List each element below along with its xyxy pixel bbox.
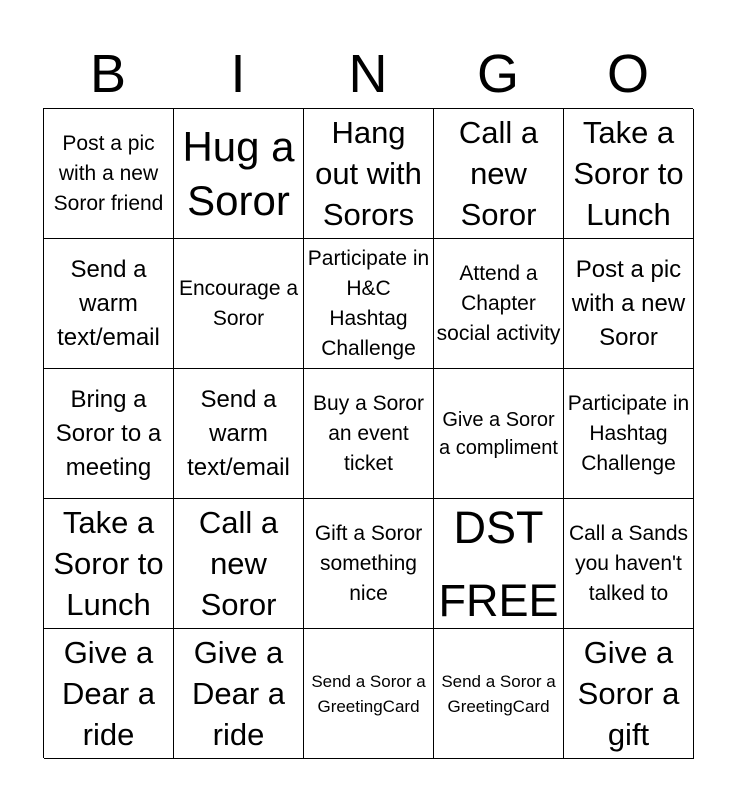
bingo-cell	[44, 369, 174, 499]
cell-text: Hug a Soror	[182, 122, 295, 224]
bingo-cell	[174, 499, 304, 629]
cell-text: Take a Soror to Lunch	[573, 115, 684, 232]
bingo-cell-free	[434, 499, 564, 629]
cell-text: Give a Soror a compliment	[439, 408, 558, 459]
bingo-cell	[434, 629, 564, 759]
bingo-cell	[304, 499, 434, 629]
bingo-cell	[174, 109, 304, 239]
header-letter-g: G	[476, 44, 519, 104]
cell-text: Call a new Soror	[458, 115, 539, 232]
cell-text: Give a Dear a ride	[61, 635, 156, 752]
bingo-cell	[174, 369, 304, 499]
cell-text: Send a warm text/email	[187, 385, 290, 481]
cell-text: Call a new Soror	[198, 505, 279, 622]
bingo-cell	[44, 109, 174, 239]
cell-text: Send a Soror a GreetingCard	[441, 671, 556, 716]
free-space-text: DST FREE	[438, 501, 559, 626]
cell-text: Send a warm text/email	[57, 255, 160, 351]
cell-text: Participate in Hashtag Challenge	[567, 391, 690, 475]
cell-text: Encourage a Soror	[178, 276, 299, 330]
bingo-cell	[304, 239, 434, 369]
bingo-cell	[304, 369, 434, 499]
bingo-cell	[564, 499, 694, 629]
cell-text: Send a Soror a GreetingCard	[311, 671, 426, 716]
cell-text: Post a pic with a new Soror friend	[53, 131, 164, 215]
header-letter-n: N	[348, 44, 388, 104]
bingo-cell	[44, 499, 174, 629]
bingo-cell	[434, 369, 564, 499]
cell-text: Participate in H&C Hashtag Challenge	[307, 246, 430, 360]
cell-text: Buy a Soror an event ticket	[313, 391, 424, 475]
header-letter-o: O	[606, 44, 649, 104]
cell-text: Attend a Chapter social activity	[436, 261, 561, 345]
bingo-header	[43, 40, 693, 108]
bingo-cell	[564, 369, 694, 499]
cell-text: Give a Dear a ride	[191, 635, 286, 752]
cell-text: Gift a Soror something nice	[314, 521, 423, 605]
bingo-cell	[304, 109, 434, 239]
cell-text: Call a Sands you haven't talked to	[568, 521, 689, 605]
cell-text: Hang out with Sorors	[315, 115, 422, 232]
header-letter-b: B	[89, 44, 127, 104]
bingo-cell	[44, 239, 174, 369]
cell-text: Take a Soror to Lunch	[53, 505, 164, 622]
bingo-cell	[174, 239, 304, 369]
bingo-cell	[564, 109, 694, 239]
header-letter-i: I	[230, 44, 246, 104]
cell-text: Give a Soror a gift	[577, 635, 680, 752]
bingo-cell	[434, 239, 564, 369]
bingo-card-grid	[43, 108, 693, 758]
bingo-cell	[174, 629, 304, 759]
bingo-cell	[44, 629, 174, 759]
bingo-cell	[434, 109, 564, 239]
bingo-cell	[564, 239, 694, 369]
bingo-cell	[304, 629, 434, 759]
cell-text: Post a pic with a new Soror	[571, 255, 686, 351]
cell-text: Bring a Soror to a meeting	[55, 385, 162, 481]
bingo-cell	[564, 629, 694, 759]
